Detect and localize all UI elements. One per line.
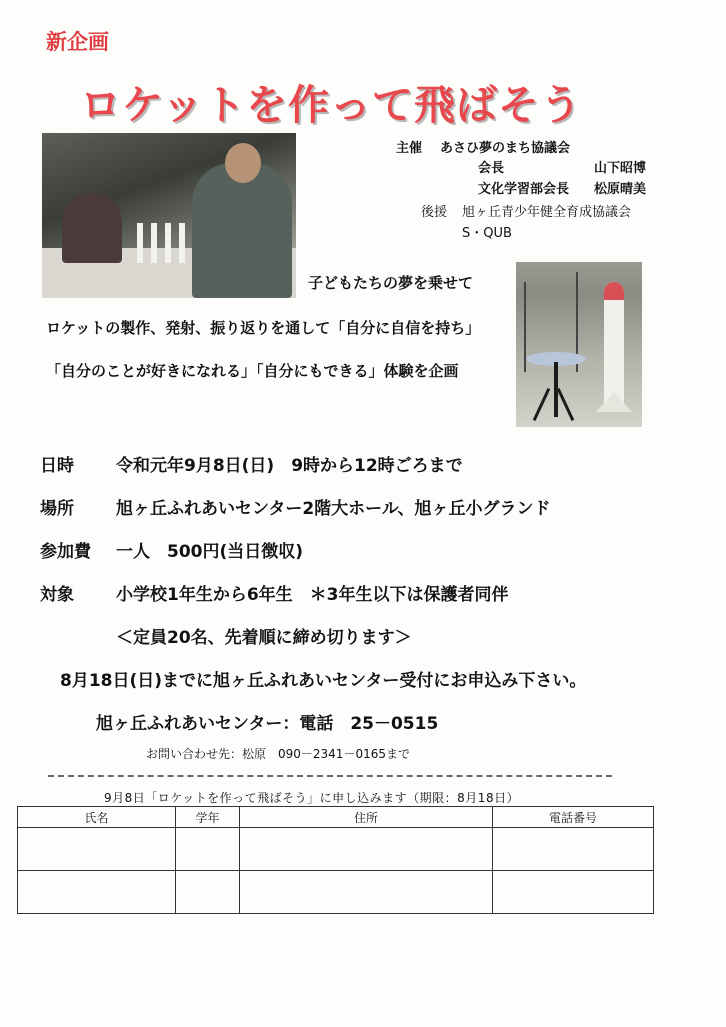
capacity-note: ＜定員20名、先着順に締め切ります＞ [116,628,412,648]
address-cell[interactable] [240,828,493,871]
name-cell[interactable] [18,828,176,871]
rocket-nose [604,282,624,300]
workshop-photo [42,133,296,298]
rocket-launcher-photo [516,262,642,427]
message-line-2: ロケットの製作、発射、振り返りを通して「自分に自信を持ち」 [46,319,481,337]
phone-cell[interactable] [493,871,654,914]
grade-header: 学年 [176,807,240,828]
photo-instructor [192,163,292,298]
phone-cell[interactable] [493,828,654,871]
grade-cell[interactable] [176,871,240,914]
form-entry-row [18,828,654,871]
cut-line [48,775,612,777]
rocket-fins [596,392,632,412]
photo-child [62,193,122,263]
message-line-1: 子どもたちの夢を乗せて [308,274,474,292]
support-org-1: 旭ヶ丘青少年健全育成協議会 [462,205,632,220]
name-cell[interactable] [18,871,176,914]
support-org-2: S・QUB [462,226,512,241]
place-label: 場所 [40,499,74,519]
message-line-3: 「自分のことが好きになれる」「自分にもできる」体験を企画 [46,362,459,380]
target-value: 小学校1年生から6年生 ＊3年生以下は保護者同伴 [116,585,509,605]
culture-title: 文化学習部会長 [478,182,570,197]
center-phone: 旭ヶ丘ふれあいセンター：電話 25－0515 [96,714,439,734]
date-label: 日時 [40,456,74,476]
inquiry-contact: お問い合わせ先：松原 090－2341－0165まで [146,747,410,761]
form-header-row [18,807,654,828]
page-title: ロケットを作って飛ばそう [80,81,582,129]
deadline-note: 8月18日(日)までに旭ヶ丘ふれあいセンター受付にお申込み下さい。 [60,671,587,691]
grade-cell[interactable] [176,828,240,871]
host-name: あさひ夢のまち協議会 [440,141,571,156]
form-entry-row [18,871,654,914]
fee-label: 参加費 [40,542,91,562]
support-label: 後援 [421,205,448,220]
place-value: 旭ヶ丘ふれあいセンター2階大ホール、旭ヶ丘小グランド [116,499,551,519]
form-title: 9月8日「ロケットを作って飛ばそう」に申し込みます（期限：8月18日） [104,791,520,805]
address-header: 住所 [240,807,493,828]
name-header: 氏名 [18,807,176,828]
fee-value: 一人 500円(当日徴収) [116,542,304,562]
photo-instructor-head [225,143,261,183]
chair-title: 会長 [478,161,505,176]
chair-name: 山下昭博 [594,161,647,176]
culture-name: 松原晴美 [594,182,647,197]
phone-header: 電話番号 [493,807,654,828]
host-label: 主催 [396,141,423,156]
new-plan-badge: 新企画 [46,30,109,54]
target-label: 対象 [40,585,74,605]
address-cell[interactable] [240,871,493,914]
date-value: 令和元年9月8日(日) 9時から12時ごろまで [116,456,463,476]
application-form [17,806,654,914]
